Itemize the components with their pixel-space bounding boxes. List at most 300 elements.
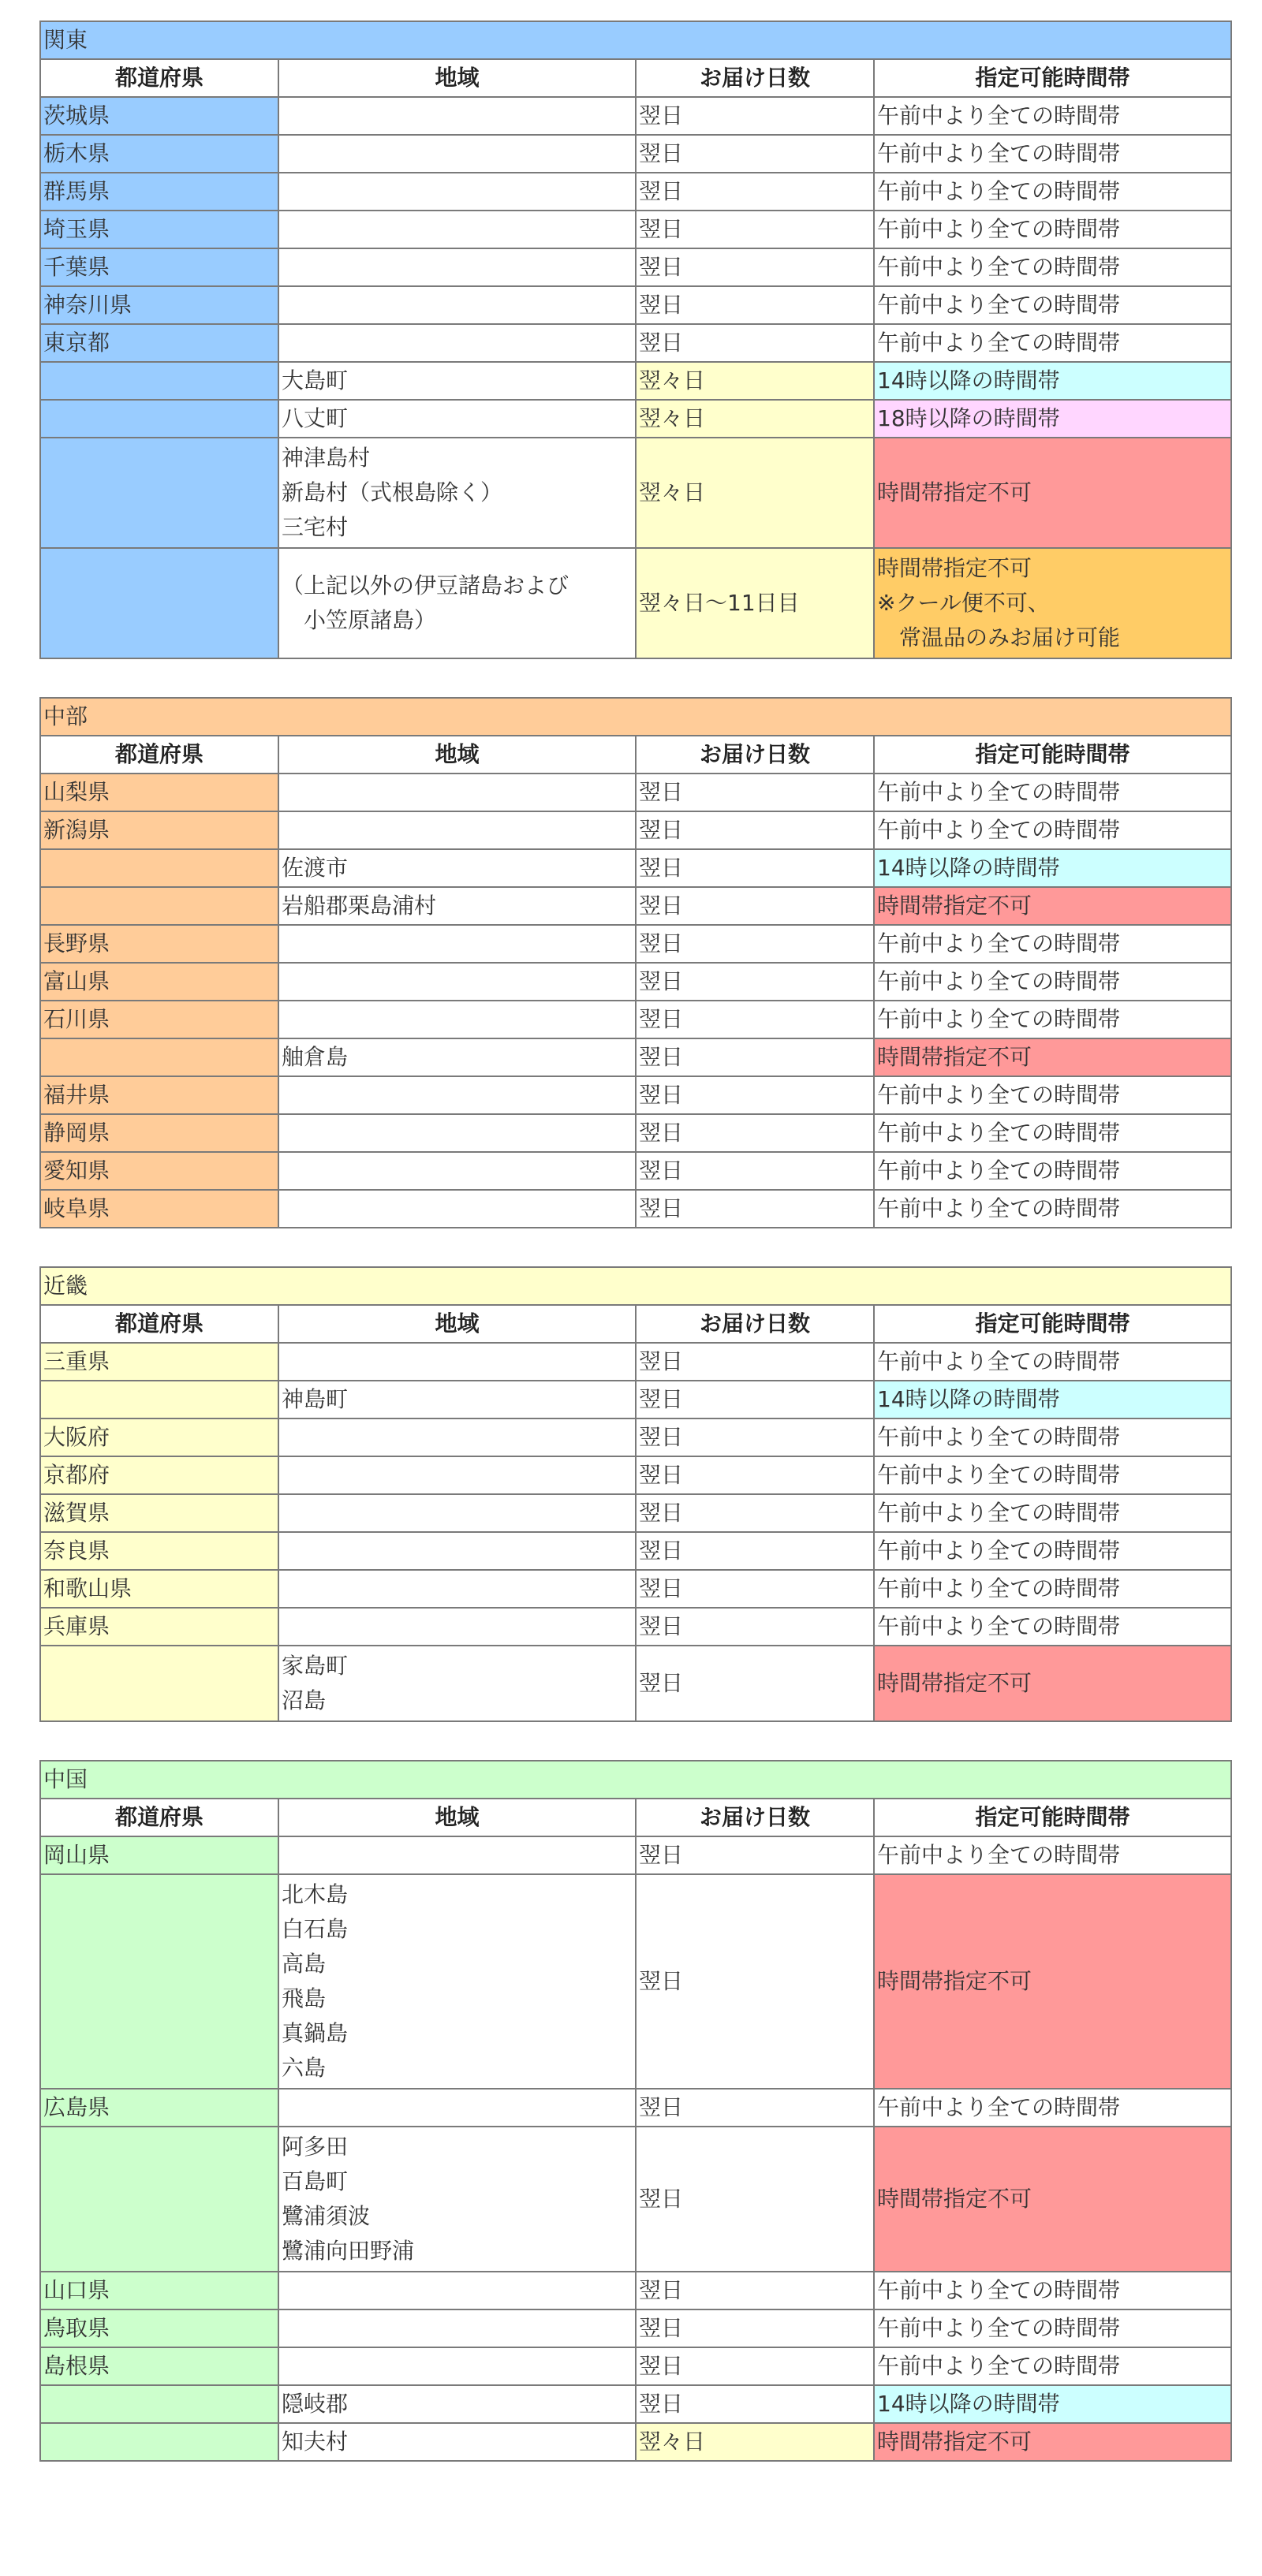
area-cell	[278, 1190, 636, 1228]
area-cell	[278, 1418, 636, 1456]
prefecture-cell: 千葉県	[40, 248, 278, 286]
time-slot-cell	[874, 1190, 1231, 1228]
time-slot-cell	[874, 286, 1231, 324]
column-header: 地域	[278, 1799, 636, 1836]
time-slot-cell	[874, 1381, 1231, 1418]
table-row	[40, 2309, 1231, 2347]
area-name: 岩船郡栗島浦村	[282, 893, 437, 919]
table-row	[40, 1076, 1231, 1114]
area-name: 百島町	[282, 2168, 349, 2194]
delivery-tables	[39, 21, 1230, 2500]
table-row	[40, 1836, 1231, 1874]
time-slot-text: ※クール便不可、	[877, 590, 1050, 616]
prefecture-cell	[40, 548, 278, 658]
time-slot-cell	[874, 2423, 1231, 2461]
area-name: 阿多田	[282, 2134, 349, 2160]
delivery-days-cell: 翌日	[636, 887, 874, 925]
area-cell	[278, 1152, 636, 1190]
time-slot-text: 午前中より全ての時間帯	[877, 2094, 1121, 2120]
area-cell	[278, 324, 636, 362]
table-row	[40, 2423, 1231, 2461]
region-title: 関東	[40, 21, 1231, 59]
delivery-days-cell: 翌々日	[636, 362, 874, 400]
region-title-row	[40, 1761, 1231, 1799]
area-name: 舳倉島	[282, 1044, 349, 1070]
column-header: 指定可能時間帯	[874, 1305, 1231, 1343]
area-name: 鷺浦向田野浦	[282, 2238, 415, 2264]
area-cell	[278, 774, 636, 811]
area-cell	[278, 2423, 636, 2461]
time-slot-cell	[874, 324, 1231, 362]
prefecture-cell	[40, 362, 278, 400]
time-slot-text: 午前中より全ての時間帯	[877, 1842, 1121, 1868]
time-slot-cell	[874, 2309, 1231, 2347]
prefecture-cell: 島根県	[40, 2347, 278, 2385]
delivery-days-cell: 翌々日	[636, 400, 874, 438]
prefecture-cell: 埼玉県	[40, 211, 278, 248]
region-table	[39, 1266, 1232, 1722]
time-slot-cell	[874, 1874, 1231, 2089]
table-row	[40, 1570, 1231, 1608]
prefecture-cell: 茨城県	[40, 97, 278, 135]
area-cell	[278, 1456, 636, 1494]
prefecture-cell: 山梨県	[40, 774, 278, 811]
delivery-days-cell: 翌日	[636, 1152, 874, 1190]
time-slot-cell	[874, 2385, 1231, 2423]
time-slot-text: 午前中より全ての時間帯	[877, 292, 1121, 318]
column-header: お届け日数	[636, 59, 874, 97]
time-slot-text: 午前中より全ての時間帯	[877, 1538, 1121, 1564]
time-slot-text: 時間帯指定不可	[877, 555, 1032, 581]
prefecture-cell: 東京都	[40, 324, 278, 362]
time-slot-cell	[874, 849, 1231, 887]
table-row	[40, 438, 1231, 548]
delivery-days-cell: 翌日	[636, 211, 874, 248]
prefecture-cell: 神奈川県	[40, 286, 278, 324]
area-cell	[278, 1001, 636, 1038]
area-cell	[278, 1608, 636, 1646]
table-row	[40, 548, 1231, 658]
area-cell	[278, 2272, 636, 2309]
prefecture-cell	[40, 887, 278, 925]
time-slot-text: 時間帯指定不可	[877, 1670, 1032, 1696]
time-slot-text: 午前中より全ての時間帯	[877, 1462, 1121, 1488]
time-slot-cell	[874, 2089, 1231, 2127]
prefecture-cell	[40, 2385, 278, 2423]
time-slot-text: 午前中より全ての時間帯	[877, 2277, 1121, 2303]
column-header: 都道府県	[40, 736, 278, 774]
area-cell	[278, 135, 636, 173]
table-row	[40, 1456, 1231, 1494]
table-row	[40, 811, 1231, 849]
time-slot-text: 午前中より全ての時間帯	[877, 930, 1121, 956]
time-slot-cell	[874, 1494, 1231, 1532]
time-slot-text: 18時以降の時間帯	[877, 405, 1060, 431]
header-row	[40, 736, 1231, 774]
time-slot-cell	[874, 811, 1231, 849]
column-header: お届け日数	[636, 1305, 874, 1343]
area-cell	[278, 925, 636, 963]
delivery-days-cell: 翌日	[636, 2272, 874, 2309]
table-row	[40, 1532, 1231, 1570]
column-header: 地域	[278, 59, 636, 97]
time-slot-cell	[874, 1076, 1231, 1114]
time-slot-text: 午前中より全ての時間帯	[877, 254, 1121, 280]
time-slot-text: 午前中より全ての時間帯	[877, 1613, 1121, 1639]
area-cell	[278, 211, 636, 248]
area-cell	[278, 887, 636, 925]
column-header: 都道府県	[40, 59, 278, 97]
area-name: 鷺浦須波	[282, 2203, 371, 2229]
time-slot-cell	[874, 2272, 1231, 2309]
delivery-days-cell: 翌日	[636, 1076, 874, 1114]
time-slot-cell	[874, 400, 1231, 438]
delivery-days-cell: 翌日	[636, 1532, 874, 1570]
delivery-days-cell: 翌日	[636, 1570, 874, 1608]
time-slot-cell	[874, 963, 1231, 1001]
time-slot-cell	[874, 1152, 1231, 1190]
prefecture-cell: 栃木県	[40, 135, 278, 173]
time-slot-text: 午前中より全ての時間帯	[877, 1158, 1121, 1184]
column-header: 指定可能時間帯	[874, 1799, 1231, 1836]
time-slot-text: 午前中より全ての時間帯	[877, 1082, 1121, 1108]
area-cell	[278, 1381, 636, 1418]
time-slot-cell	[874, 1038, 1231, 1076]
time-slot-text: 午前中より全ての時間帯	[877, 817, 1121, 843]
area-cell	[278, 1532, 636, 1570]
header-row	[40, 59, 1231, 97]
prefecture-cell	[40, 1038, 278, 1076]
delivery-days-cell: 翌日	[636, 1418, 874, 1456]
delivery-days-cell: 翌日	[636, 1456, 874, 1494]
time-slot-text: 午前中より全ての時間帯	[877, 1424, 1121, 1450]
table-row	[40, 2347, 1231, 2385]
delivery-days-cell: 翌々日〜11日目	[636, 548, 874, 658]
prefecture-cell: 滋賀県	[40, 1494, 278, 1532]
prefecture-cell: 大阪府	[40, 1418, 278, 1456]
time-slot-cell	[874, 2347, 1231, 2385]
time-slot-cell	[874, 1570, 1231, 1608]
area-cell	[278, 1874, 636, 2089]
prefecture-cell	[40, 1381, 278, 1418]
table-row	[40, 2385, 1231, 2423]
time-slot-text: 午前中より全ての時間帯	[877, 178, 1121, 204]
delivery-days-cell: 翌日	[636, 1874, 874, 2089]
time-slot-cell	[874, 887, 1231, 925]
area-name: 白石島	[282, 1916, 349, 1942]
table-row	[40, 1190, 1231, 1228]
prefecture-cell: 富山県	[40, 963, 278, 1001]
area-name: 隠岐郡	[282, 2391, 349, 2417]
table-row	[40, 135, 1231, 173]
table-row	[40, 774, 1231, 811]
time-slot-cell	[874, 1608, 1231, 1646]
column-header: 指定可能時間帯	[874, 59, 1231, 97]
area-cell	[278, 1494, 636, 1532]
time-slot-text: 午前中より全ての時間帯	[877, 216, 1121, 242]
prefecture-cell: 長野県	[40, 925, 278, 963]
delivery-days-cell: 翌日	[636, 135, 874, 173]
prefecture-cell: 和歌山県	[40, 1570, 278, 1608]
area-name: 家島町	[282, 1653, 349, 1679]
delivery-days-cell: 翌日	[636, 1343, 874, 1381]
prefecture-cell: 岡山県	[40, 1836, 278, 1874]
delivery-days-cell: 翌日	[636, 1001, 874, 1038]
delivery-days-cell: 翌々日	[636, 2423, 874, 2461]
delivery-days-cell: 翌日	[636, 2347, 874, 2385]
area-name: 北木島	[282, 1881, 349, 1907]
table-row	[40, 1494, 1231, 1532]
table-row	[40, 1001, 1231, 1038]
delivery-days-cell: 翌日	[636, 2127, 874, 2272]
area-cell	[278, 362, 636, 400]
time-slot-cell	[874, 1114, 1231, 1152]
table-row	[40, 849, 1231, 887]
delivery-days-cell: 翌日	[636, 1114, 874, 1152]
time-slot-cell	[874, 1343, 1231, 1381]
prefecture-cell: 愛知県	[40, 1152, 278, 1190]
column-header: 都道府県	[40, 1305, 278, 1343]
delivery-days-cell: 翌日	[636, 1381, 874, 1418]
time-slot-text: 14時以降の時間帯	[877, 855, 1060, 881]
time-slot-cell	[874, 1836, 1231, 1874]
time-slot-cell	[874, 1532, 1231, 1570]
column-header: 都道府県	[40, 1799, 278, 1836]
table-row	[40, 97, 1231, 135]
table-row	[40, 1343, 1231, 1381]
delivery-days-cell: 翌日	[636, 1038, 874, 1076]
delivery-days-cell: 翌日	[636, 2089, 874, 2127]
table-row	[40, 963, 1231, 1001]
area-cell	[278, 400, 636, 438]
time-slot-text: 時間帯指定不可	[877, 2186, 1032, 2212]
area-cell	[278, 1570, 636, 1608]
time-slot-text: 時間帯指定不可	[877, 1968, 1032, 1994]
time-slot-cell	[874, 135, 1231, 173]
delivery-days-cell: 翌日	[636, 2385, 874, 2423]
time-slot-text: 午前中より全ての時間帯	[877, 968, 1121, 994]
time-slot-text: 午前中より全ての時間帯	[877, 103, 1121, 129]
prefecture-cell: 兵庫県	[40, 1608, 278, 1646]
delivery-days-cell: 翌日	[636, 849, 874, 887]
prefecture-cell: 岐阜県	[40, 1190, 278, 1228]
area-cell	[278, 2347, 636, 2385]
area-cell	[278, 1836, 636, 1874]
prefecture-cell	[40, 400, 278, 438]
area-name: 神島町	[282, 1386, 349, 1412]
time-slot-text: 午前中より全ての時間帯	[877, 1120, 1121, 1146]
delivery-days-cell: 翌日	[636, 2309, 874, 2347]
area-name: （上記以外の伊豆諸島および	[282, 572, 569, 598]
table-row	[40, 1646, 1231, 1721]
area-cell	[278, 963, 636, 1001]
time-slot-text: 午前中より全ての時間帯	[877, 779, 1121, 805]
area-cell	[278, 1646, 636, 1721]
time-slot-text: 14時以降の時間帯	[877, 367, 1060, 393]
prefecture-cell: 広島県	[40, 2089, 278, 2127]
table-row	[40, 2127, 1231, 2272]
delivery-days-cell: 翌日	[636, 1494, 874, 1532]
time-slot-cell	[874, 1646, 1231, 1721]
prefecture-cell: 福井県	[40, 1076, 278, 1114]
column-header: お届け日数	[636, 736, 874, 774]
delivery-days-cell: 翌日	[636, 97, 874, 135]
column-header: お届け日数	[636, 1799, 874, 1836]
area-cell	[278, 438, 636, 548]
prefecture-cell	[40, 438, 278, 548]
area-cell	[278, 286, 636, 324]
prefecture-cell	[40, 1646, 278, 1721]
time-slot-cell	[874, 774, 1231, 811]
time-slot-cell	[874, 548, 1231, 658]
time-slot-text: 時間帯指定不可	[877, 893, 1032, 919]
table-row	[40, 1152, 1231, 1190]
prefecture-cell: 静岡県	[40, 1114, 278, 1152]
header-row	[40, 1799, 1231, 1836]
delivery-days-cell: 翌日	[636, 811, 874, 849]
table-row	[40, 324, 1231, 362]
time-slot-cell	[874, 362, 1231, 400]
time-slot-text: 午前中より全ての時間帯	[877, 1006, 1121, 1032]
area-name: 六島	[282, 2055, 327, 2081]
time-slot-cell	[874, 173, 1231, 211]
time-slot-text: 時間帯指定不可	[877, 2429, 1032, 2455]
prefecture-cell	[40, 849, 278, 887]
region-title: 近畿	[40, 1267, 1231, 1305]
area-name: 小笠原諸島）	[282, 607, 437, 633]
area-cell	[278, 811, 636, 849]
prefecture-cell: 群馬県	[40, 173, 278, 211]
table-row	[40, 362, 1231, 400]
prefecture-cell: 鳥取県	[40, 2309, 278, 2347]
delivery-days-cell: 翌々日	[636, 438, 874, 548]
time-slot-cell	[874, 1418, 1231, 1456]
table-row	[40, 2089, 1231, 2127]
table-row	[40, 1038, 1231, 1076]
area-cell	[278, 173, 636, 211]
time-slot-cell	[874, 1456, 1231, 1494]
time-slot-text: 午前中より全ての時間帯	[877, 1575, 1121, 1601]
prefecture-cell: 三重県	[40, 1343, 278, 1381]
table-row	[40, 887, 1231, 925]
table-row	[40, 1114, 1231, 1152]
table-row	[40, 1418, 1231, 1456]
region-table	[39, 21, 1232, 659]
time-slot-text: 14時以降の時間帯	[877, 2391, 1060, 2417]
area-name: 三宅村	[282, 514, 349, 540]
time-slot-text: 時間帯指定不可	[877, 479, 1032, 505]
delivery-days-cell: 翌日	[636, 286, 874, 324]
region-table	[39, 1760, 1232, 2462]
area-cell	[278, 849, 636, 887]
time-slot-cell	[874, 1001, 1231, 1038]
area-name: 知夫村	[282, 2429, 349, 2455]
area-name: 新島村（式根島除く）	[282, 479, 503, 505]
area-cell	[278, 1076, 636, 1114]
table-row	[40, 173, 1231, 211]
area-name: 大島町	[282, 367, 349, 393]
delivery-days-cell: 翌日	[636, 1608, 874, 1646]
time-slot-cell	[874, 248, 1231, 286]
header-row	[40, 1305, 1231, 1343]
delivery-days-cell: 翌日	[636, 248, 874, 286]
prefecture-cell: 石川県	[40, 1001, 278, 1038]
prefecture-cell: 奈良県	[40, 1532, 278, 1570]
time-slot-text: 午前中より全ての時間帯	[877, 2315, 1121, 2341]
area-cell	[278, 97, 636, 135]
delivery-days-cell: 翌日	[636, 1646, 874, 1721]
table-row	[40, 1874, 1231, 2089]
delivery-days-cell: 翌日	[636, 925, 874, 963]
area-cell	[278, 1038, 636, 1076]
area-name: 飛島	[282, 1985, 327, 2011]
time-slot-text: 時間帯指定不可	[877, 1044, 1032, 1070]
prefecture-cell: 新潟県	[40, 811, 278, 849]
time-slot-cell	[874, 2127, 1231, 2272]
time-slot-text: 14時以降の時間帯	[877, 1386, 1060, 1412]
prefecture-cell	[40, 2127, 278, 2272]
time-slot-cell	[874, 925, 1231, 963]
area-name: 八丈町	[282, 405, 349, 431]
area-name: 神津島村	[282, 445, 371, 471]
area-cell	[278, 2089, 636, 2127]
delivery-days-cell: 翌日	[636, 173, 874, 211]
table-row	[40, 2272, 1231, 2309]
time-slot-text: 午前中より全ての時間帯	[877, 1195, 1121, 1221]
time-slot-cell	[874, 438, 1231, 548]
prefecture-cell: 山口県	[40, 2272, 278, 2309]
time-slot-cell	[874, 97, 1231, 135]
time-slot-cell	[874, 211, 1231, 248]
time-slot-text: 午前中より全ての時間帯	[877, 1500, 1121, 1526]
region-title-row	[40, 1267, 1231, 1305]
region-title-row	[40, 21, 1231, 59]
delivery-days-cell: 翌日	[636, 1190, 874, 1228]
table-row	[40, 400, 1231, 438]
delivery-days-cell: 翌日	[636, 774, 874, 811]
table-row	[40, 286, 1231, 324]
table-row	[40, 211, 1231, 248]
area-cell	[278, 2127, 636, 2272]
area-name: 佐渡市	[282, 855, 349, 881]
column-header: 地域	[278, 1305, 636, 1343]
region-title: 中部	[40, 698, 1231, 736]
table-row	[40, 925, 1231, 963]
table-row	[40, 248, 1231, 286]
delivery-days-cell: 翌日	[636, 963, 874, 1001]
area-name: 高島	[282, 1951, 327, 1977]
time-slot-text: 常温品のみお届け可能	[877, 624, 1121, 651]
delivery-days-cell: 翌日	[636, 1836, 874, 1874]
prefecture-cell: 京都府	[40, 1456, 278, 1494]
area-cell	[278, 548, 636, 658]
table-row	[40, 1608, 1231, 1646]
area-cell	[278, 2385, 636, 2423]
region-title-row	[40, 698, 1231, 736]
time-slot-text: 午前中より全ての時間帯	[877, 1348, 1121, 1374]
prefecture-cell	[40, 2423, 278, 2461]
area-name: 沼島	[282, 1687, 327, 1713]
area-cell	[278, 2309, 636, 2347]
column-header: 指定可能時間帯	[874, 736, 1231, 774]
delivery-days-cell: 翌日	[636, 324, 874, 362]
region-title: 中国	[40, 1761, 1231, 1799]
region-table	[39, 697, 1232, 1228]
time-slot-text: 午前中より全ての時間帯	[877, 140, 1121, 166]
area-cell	[278, 1114, 636, 1152]
column-header: 地域	[278, 736, 636, 774]
area-cell	[278, 248, 636, 286]
